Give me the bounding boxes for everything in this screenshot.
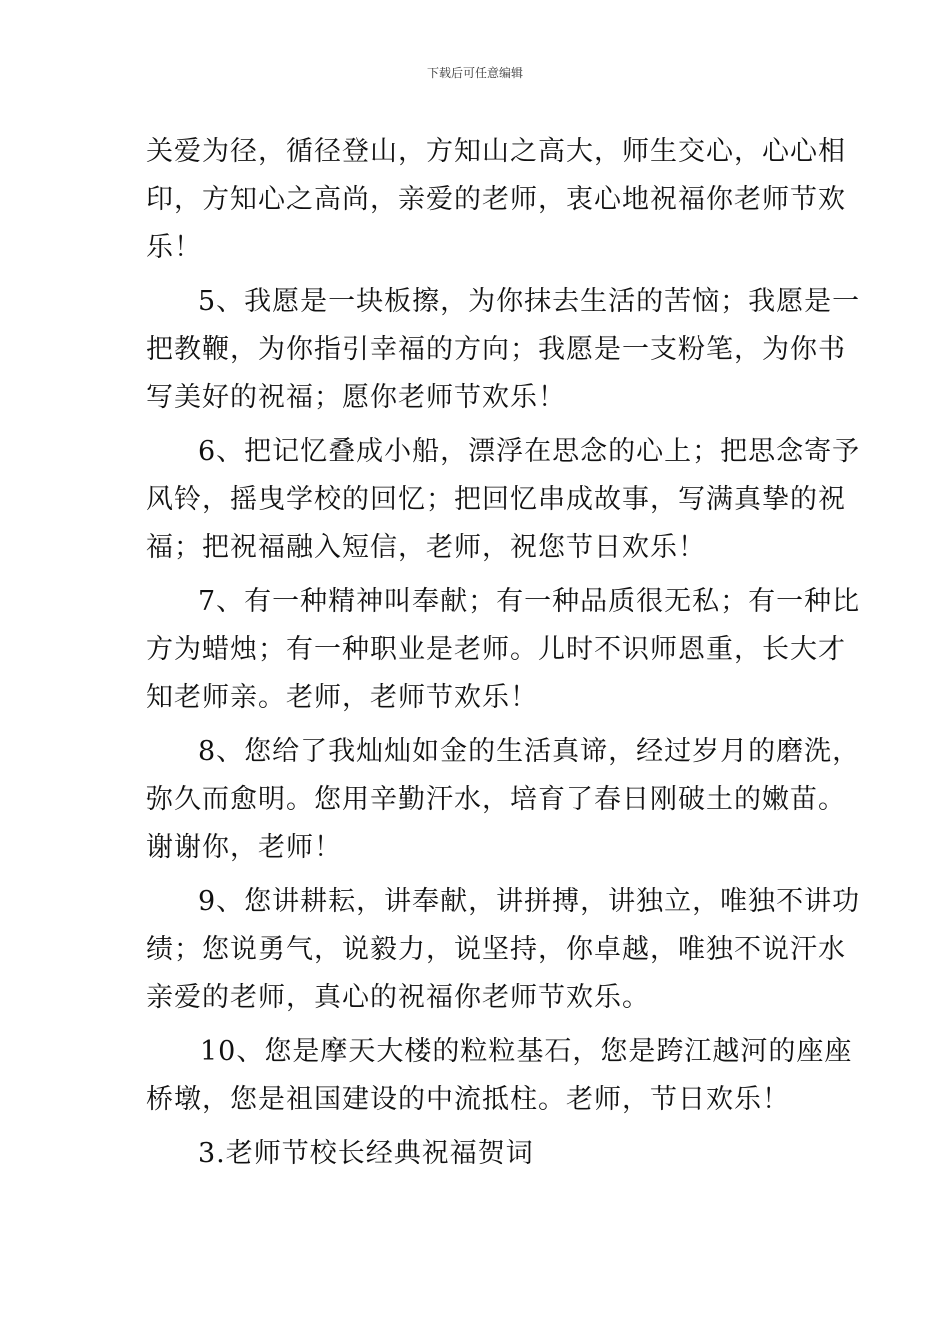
- paragraph-start-line: 5、我愿是一块板擦，为你抹去生活的苦恼；我愿是一: [198, 286, 861, 317]
- text-line: 方为蜡烛；有一种职业是老师。儿时不识师恩重，长大才: [146, 634, 846, 665]
- paragraph-start-line: 8、您给了我灿灿如金的生活真谛，经过岁月的磨洗，: [198, 736, 861, 767]
- text-line: 写美好的祝福；愿你老师节欢乐！: [146, 382, 566, 413]
- document-body: [146, 128, 861, 1178]
- text-line: 绩；您说勇气，说毅力，说坚持，你卓越，唯独不说汗水: [146, 934, 846, 965]
- paragraph-start-line: 6、把记忆叠成小船，漂浮在思念的心上；把思念寄予: [198, 436, 861, 467]
- section-heading: 3.老师节校长经典祝福贺词: [198, 1138, 534, 1169]
- text-line: 把教鞭，为你指引幸福的方向；我愿是一支粉笔，为你书: [146, 334, 846, 365]
- text-line: 乐！: [146, 232, 202, 263]
- paragraph-start-line: 9、您讲耕耘，讲奉献，讲拼搏，讲独立，唯独不讲功: [198, 886, 861, 917]
- text-line: 知老师亲。老师，老师节欢乐！: [146, 682, 538, 713]
- text-line: 风铃，摇曳学校的回忆；把回忆串成故事，写满真挚的祝: [146, 484, 846, 515]
- text-line: 谢谢你，老师！: [146, 832, 342, 863]
- paragraph-start-line: 7、有一种精神叫奉献；有一种品质很无私；有一种比: [198, 586, 861, 617]
- paragraph-start-line: 10、您是摩天大楼的粒粒基石，您是跨江越河的座座: [200, 1036, 853, 1067]
- text-line: 印，方知心之高尚，亲爱的老师，衷心地祝福你老师节欢: [146, 184, 846, 215]
- text-line: 弥久而愈明。您用辛勤汗水，培育了春日刚破土的嫩苗。: [146, 784, 846, 815]
- text-line: 亲爱的老师，真心的祝福你老师节欢乐。: [146, 982, 650, 1013]
- page-header: 下载后可任意编辑: [426, 66, 523, 80]
- text-line: 福；把祝福融入短信，老师，祝您节日欢乐！: [146, 532, 706, 563]
- text-line: 关爱为径，循径登山，方知山之高大，师生交心，心心相: [146, 136, 846, 167]
- text-line: 桥墩，您是祖国建设的中流抵柱。老师，节日欢乐！: [146, 1084, 790, 1115]
